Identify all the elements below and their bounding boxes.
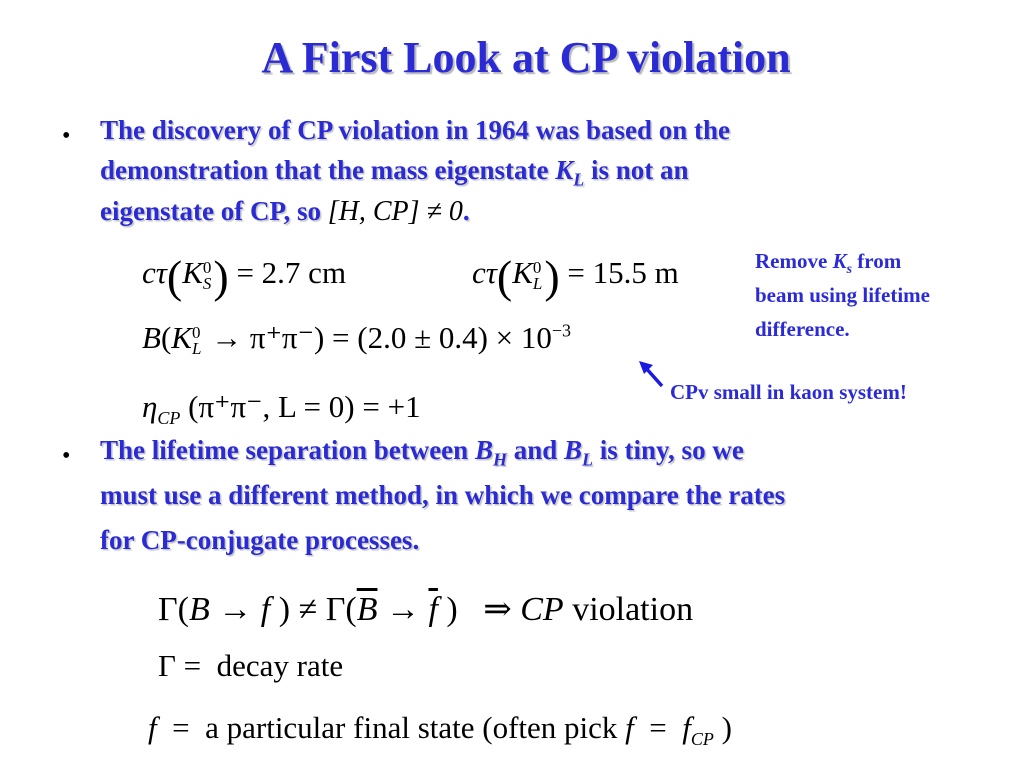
- ctau-kl-equation: cτ(K 0 L ) = 15.5 m: [472, 251, 679, 302]
- remove-ks-note-line-2: beam using lifetime: [755, 283, 930, 307]
- cpv-small-note: CPv small in kaon system!: [670, 380, 907, 404]
- slide-title: A First Look at CP violation: [261, 33, 791, 82]
- bullet-1-line-2: demonstration that the mass eigenstate $K_L$ is not an: [100, 155, 689, 190]
- ctau-ks-equation: cτ(K 0 S ) = 2.7 cm: [142, 251, 347, 302]
- bullet-1-line-3: eigenstate of CP, so [H, CP] ≠ 0.: [100, 196, 470, 227]
- branching-ratio-equation: B(K 0 L → $\pi^+\pi^-) = (2.0 \pm 0.4) \times 10^{-3}$: [142, 320, 572, 358]
- final-state-definition: f = a particular final state (often pick $f = f_{CP}$ ): [148, 710, 732, 750]
- bullet-2-line-1: The lifetime separation between $B_H$ and $B_L$ is tiny, so we: [100, 435, 744, 470]
- bullet-1-marker: •: [62, 123, 71, 149]
- arrow-icon: [636, 358, 670, 392]
- cp-violation-equation: Γ(B → f ) ≠ $\Gamma(\overline{B} \to \overline{f}$ ) ⇒ CP violation: [158, 591, 694, 628]
- bullet-1-line-1: The discovery of CP violation in 1964 was based on the: [100, 115, 731, 145]
- remove-ks-note-line-3: difference.: [755, 317, 850, 341]
- bullet-2-line-3: for CP-conjugate processes.: [100, 525, 420, 555]
- remove-ks-note-line-1: Remove $K_s$ from: [755, 249, 902, 278]
- gamma-definition: Γ = decay rate: [158, 648, 344, 683]
- bullet-2-marker: •: [62, 443, 71, 469]
- bullet-2-line-2: must use a different method, in which we compare the rates: [100, 480, 786, 510]
- eta-cp-equation: $\eta_{CP}$ (π⁺π⁻, L = 0) = +1: [142, 389, 421, 429]
- commutator-math: [H, CP] ≠ 0: [327, 196, 463, 227]
